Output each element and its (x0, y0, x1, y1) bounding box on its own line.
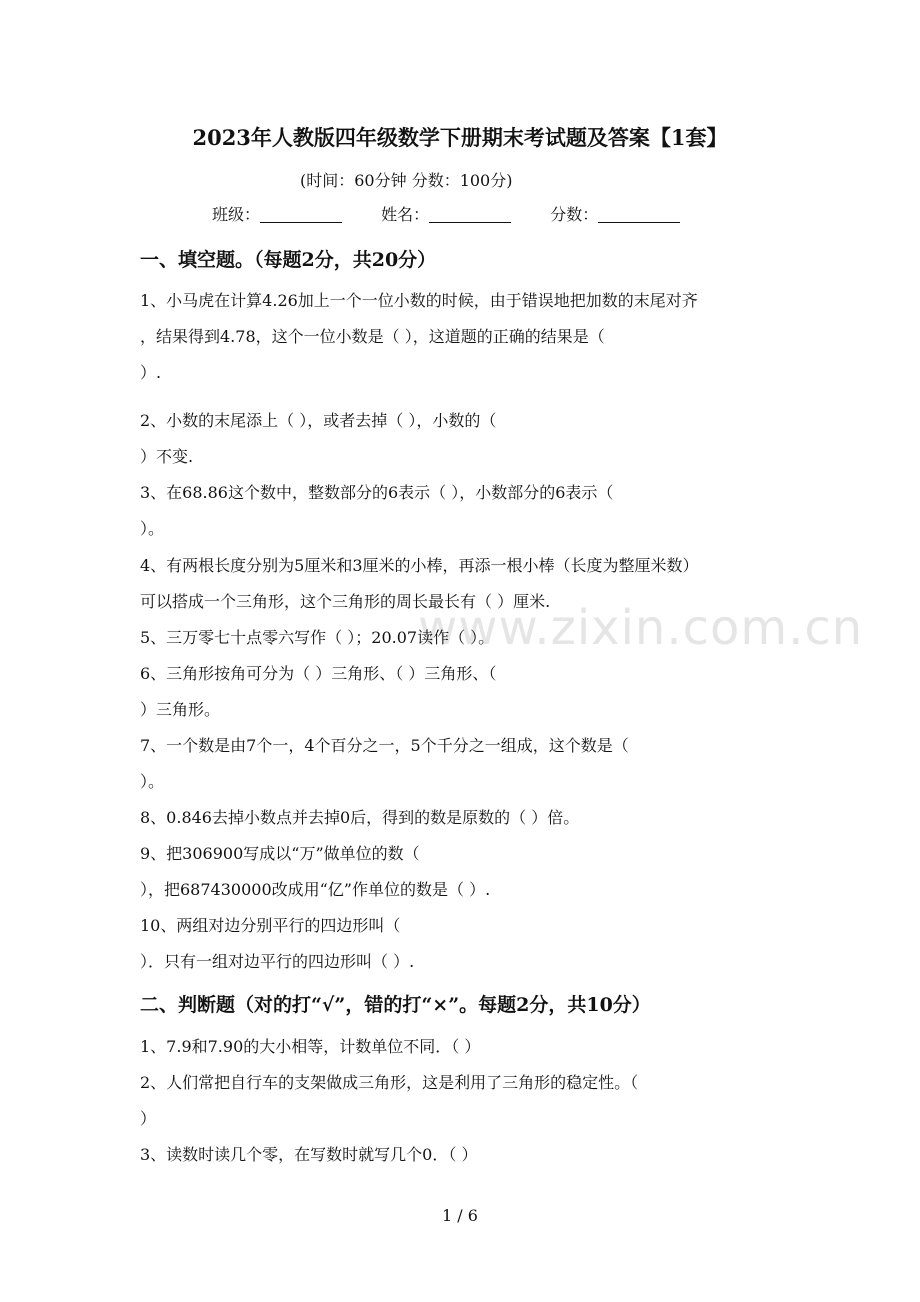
question-line: 6、三角形按角可分为（ ）三角形、（ ）三角形、（ (140, 664, 497, 683)
question-line: 7、一个数是由7个一，4个百分之一，5个千分之一组成，这个数是（ (140, 736, 629, 755)
student-info-row (212, 202, 680, 225)
question-line: 4、有两根长度分别为5厘米和3厘米的小棒，再添一根小棒（长度为整厘米数） (140, 556, 699, 575)
question-line: 9、把306900写成以“万”做单位的数（ (140, 844, 420, 863)
class-blank (260, 206, 342, 223)
name-blank (429, 206, 511, 223)
question-line: ）。 (140, 519, 165, 538)
question-line: ），把687430000改成用“亿”作单位的数是（ ）. (140, 880, 491, 899)
question-line: 10、两组对边分别平行的四边形叫（ (140, 916, 401, 935)
name-label: 姓名： (381, 205, 430, 224)
question-line: 1、小马虎在计算4.26加上一个一位小数的时候，由于错误地把加数的末尾对齐 (140, 291, 698, 310)
question-line: ，结果得到4.78，这个一位小数是（ ），这道题的正确的结果是（ (140, 327, 605, 346)
question-line: ）．只有一组对边平行的四边形叫（ ）. (140, 952, 415, 971)
class-label: 班级： (212, 205, 261, 224)
section2-heading: 二、判断题（对的打“√”，错的打“×”。每题2分，共10分） (140, 994, 651, 1016)
page-number: 1 / 6 (442, 1206, 478, 1225)
watermark: www.zixin.com.cn (418, 600, 864, 656)
section1-heading: 一、填空题。（每题2分，共20分） (140, 249, 437, 271)
question-line: ）。 (140, 772, 165, 791)
question-line: ）不变. (140, 447, 194, 466)
question-line: 1、7.9和7.90的大小相等，计数单位不同．（ ） (140, 1037, 481, 1056)
score-blank (598, 206, 680, 223)
question-line: 5、三万零七十点零六写作（ ）；20.07读作（ ）。 (140, 628, 495, 647)
question-line: 3、在68.86这个数中，整数部分的6表示（ ），小数部分的6表示（ (140, 483, 614, 502)
score-label: 分数： (550, 205, 599, 224)
question-line: ） (140, 1109, 157, 1128)
exam-meta: (时间：60分钟 分数：100分) (300, 171, 513, 190)
question-line: ）三角形。 (140, 700, 221, 719)
question-line: 3、读数时读几个零，在写数时就写几个0．（ ） (140, 1145, 478, 1164)
question-line: 2、人们常把自行车的支架做成三角形，这是利用了三角形的稳定性。（ (140, 1073, 639, 1092)
question-line: 2、小数的末尾添上（ ），或者去掉（ ），小数的（ (140, 411, 497, 430)
question-line: ）. (140, 363, 162, 382)
question-line: 可以搭成一个三角形，这个三角形的周长最长有（ ）厘米. (140, 592, 551, 611)
document-title: 2023年人教版四年级数学下册期末考试题及答案【1套】 (192, 125, 728, 150)
question-line: 8、0.846去掉小数点并去掉0后，得到的数是原数的（ ）倍。 (140, 808, 580, 827)
